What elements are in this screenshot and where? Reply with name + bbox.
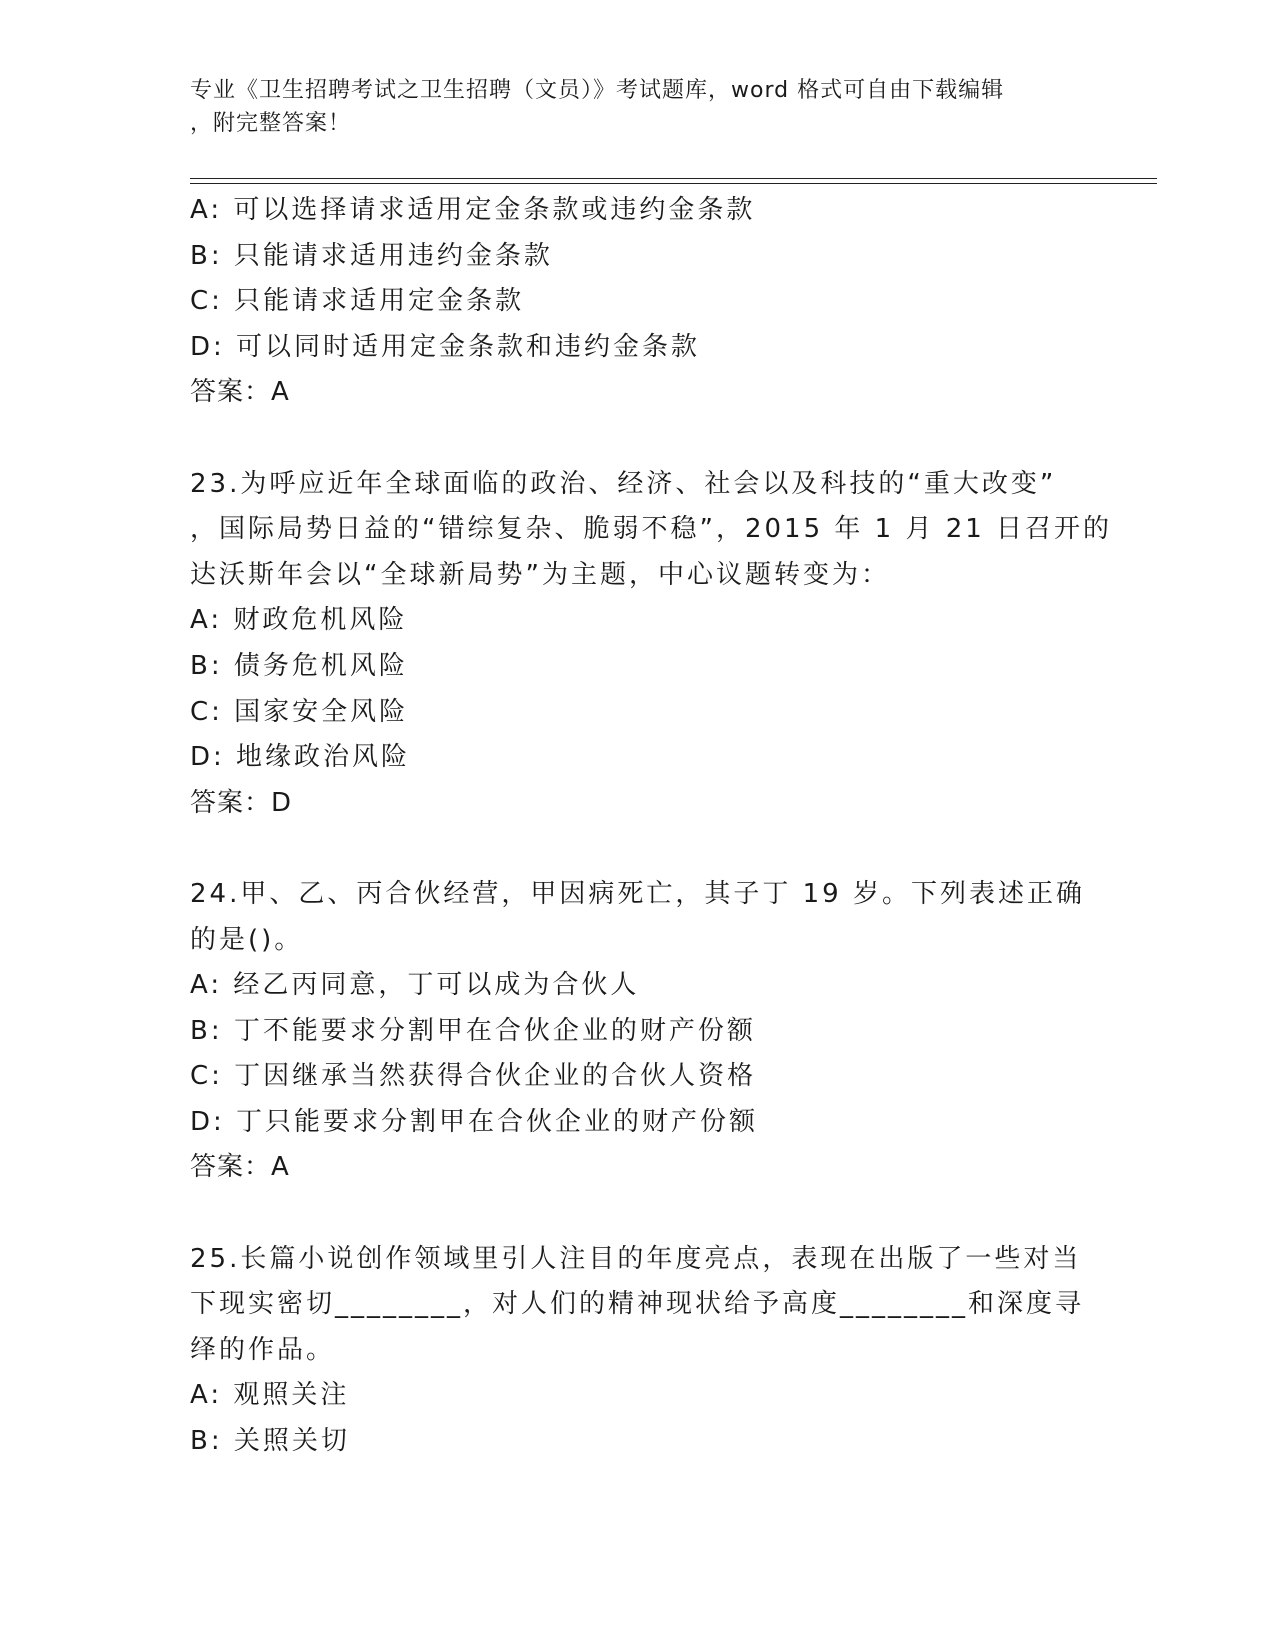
header-line-1: 专业《卫生招聘考试之卫生招聘（文员）》考试题库，word 格式可自由下载编辑 (190, 78, 1005, 103)
question-stem-line: 下现实密切________，对人们的精神现状给予高度________和深度寻 (190, 1289, 1085, 1320)
header-line-2: ，附完整答案！ (190, 111, 352, 136)
question-stem-line: 23.为呼应近年全球面临的政治、经济、社会以及科技的“重大改变” (190, 468, 1057, 499)
option-b: B: 只能请求适用违约金条款 (190, 240, 553, 271)
question-25 (190, 1237, 1090, 1465)
question-stem-line: ，国际局势日益的“错综复杂、脆弱不稳”，2015 年 1 月 21 日召开的 (190, 514, 1113, 545)
question-22-continued (190, 188, 1090, 416)
option-b: B: 丁不能要求分割甲在合伙企业的财产份额 (190, 1015, 756, 1046)
question-stem-line: 25.长篇小说创作领域里引人注目的年度亮点，表现在出版了一些对当 (190, 1243, 1082, 1274)
option-c: C: 丁因继承当然获得合伙企业的合伙人资格 (190, 1061, 757, 1092)
option-a: A: 财政危机风险 (190, 605, 408, 636)
spacer (190, 1191, 1090, 1237)
question-stem-line: 的是()。 (190, 924, 304, 955)
header-divider-top (190, 178, 1157, 179)
header-divider-bottom (190, 183, 1157, 184)
question-stem-line: 达沃斯年会以“全球新局势”为主题，中心议题转变为： (190, 559, 890, 590)
document-body (190, 188, 1113, 1465)
option-b: B: 债务危机风险 (190, 650, 408, 681)
question-stem-line: 绎的作品。 (190, 1334, 336, 1365)
option-d: D: 地缘政治风险 (190, 742, 411, 773)
option-b: B: 关照关切 (190, 1426, 350, 1457)
option-d: D: 可以同时适用定金条款和违约金条款 (190, 331, 701, 362)
option-d: D: 丁只能要求分割甲在合伙企业的财产份额 (190, 1106, 759, 1137)
spacer (190, 826, 1090, 872)
answer-line: 答案：A (190, 377, 290, 408)
spacer (190, 416, 1090, 462)
option-c: C: 国家安全风险 (190, 696, 409, 727)
document-header (190, 74, 1090, 140)
option-a: A: 观照关注 (190, 1380, 350, 1411)
option-a: A: 经乙丙同意，丁可以成为合伙人 (190, 970, 640, 1001)
answer-line: 答案：A (190, 1152, 290, 1183)
question-24 (190, 872, 1090, 1191)
option-c: C: 只能请求适用定金条款 (190, 286, 525, 317)
question-stem-line: 24.甲、乙、丙合伙经营，甲因病死亡，其子丁 19 岁。下列表述正确 (190, 878, 1085, 909)
question-23 (190, 462, 1113, 827)
answer-line: 答案：D (190, 787, 293, 818)
option-a: A: 可以选择请求适用定金条款或违约金条款 (190, 195, 756, 225)
